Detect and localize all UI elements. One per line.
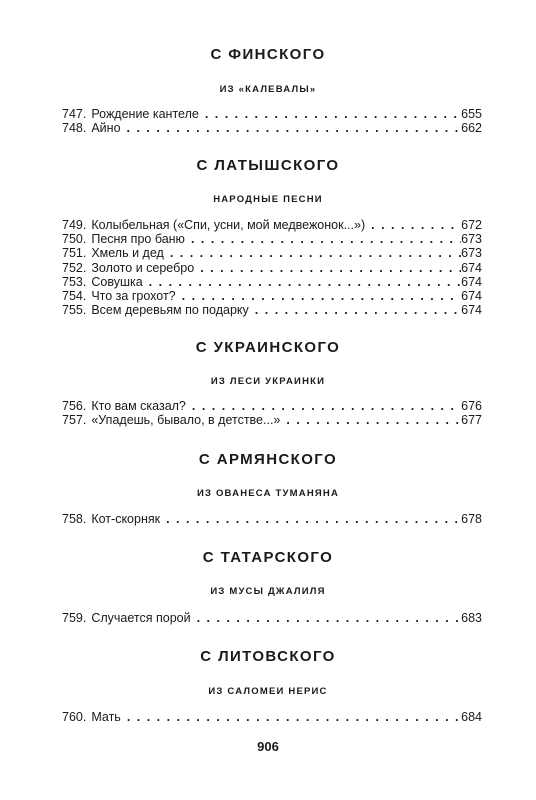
entry-page: 674	[461, 274, 482, 289]
dot-leader	[121, 121, 462, 135]
entry-number: 751.	[62, 246, 87, 261]
subsection-title-neris: ИЗ САЛОМЕИ НЕРИС	[208, 686, 328, 697]
dot-leader	[164, 246, 461, 260]
entry-title: «Упадешь, бывало, в детстве...»	[91, 413, 281, 428]
entries-tatar	[62, 611, 482, 625]
entry-title: Кто вам сказал?	[91, 399, 186, 413]
section-title-tatar: С ТАТАРСКОГО	[202, 549, 334, 566]
toc-entry	[62, 289, 482, 303]
entry-number: 754.	[62, 288, 87, 303]
entry-page: 655	[461, 107, 482, 121]
toc-entry	[62, 303, 482, 317]
entry-number: 749.	[62, 218, 87, 232]
entry-title: Совушка	[91, 274, 143, 289]
dot-leader	[185, 232, 461, 246]
entry-title: Всем деревьям по подарку	[91, 303, 249, 318]
entries-ukrainian	[62, 399, 482, 427]
toc-entry	[62, 399, 482, 413]
toc-entry	[62, 246, 482, 260]
toc-entry	[62, 121, 482, 135]
toc-entry	[62, 611, 482, 625]
dot-leader	[365, 218, 461, 232]
toc-entry	[62, 275, 482, 289]
entry-page: 674	[461, 303, 482, 318]
entry-title: Айно	[91, 121, 121, 136]
toc-entry	[62, 413, 482, 427]
subsection-title-tumanyan: ИЗ ОВАНЕСА ТУМАНЯНА	[196, 488, 340, 499]
toc-entry	[62, 261, 482, 275]
subsection-title-folk-songs: НАРОДНЫЕ ПЕСНИ	[213, 194, 323, 205]
entry-number: 760.	[62, 710, 87, 724]
entry-number: 758.	[62, 512, 87, 526]
dot-leader	[249, 303, 461, 317]
dot-leader	[121, 710, 461, 724]
toc-entry	[62, 107, 482, 121]
entry-title: Колыбельная («Спи, усни, мой медвежонок...»)	[91, 218, 366, 232]
toc-entry	[62, 218, 482, 232]
entries-lithuanian	[62, 710, 482, 724]
dot-leader	[176, 289, 462, 303]
entry-number: 753.	[62, 274, 87, 289]
section-title-armenian: С АРМЯНСКОГО	[198, 451, 338, 468]
entry-page: 672	[461, 218, 482, 232]
entry-title: Что за грохот?	[91, 288, 176, 303]
section-title-lithuanian: С ЛИТОВСКОГО	[200, 648, 336, 665]
entry-page: 676	[461, 399, 482, 413]
entry-title: Хмель и дед	[91, 246, 164, 261]
dot-leader	[280, 413, 461, 427]
entries-finnish	[62, 107, 482, 135]
entry-page: 674	[461, 288, 482, 303]
entry-page: 683	[461, 611, 482, 625]
dot-leader	[160, 512, 461, 526]
dot-leader	[199, 107, 461, 121]
entry-number: 748.	[62, 121, 87, 136]
entry-number: 755.	[62, 303, 87, 318]
entry-page: 673	[461, 246, 482, 261]
section-title-ukrainian: С УКРАИНСКОГО	[195, 339, 341, 356]
subsection-title-lesya-ukrainka: ИЗ ЛЕСИ УКРАИНКИ	[210, 376, 326, 387]
dot-leader	[143, 275, 461, 289]
entry-page: 662	[461, 121, 482, 136]
entry-title: Золото и серебро	[91, 260, 195, 275]
toc-entry	[62, 512, 482, 526]
entry-number: 747.	[62, 107, 87, 121]
dot-leader	[191, 611, 462, 625]
entry-number: 750.	[62, 232, 87, 247]
entries-armenian	[62, 512, 482, 526]
toc-entry	[62, 710, 482, 724]
entry-page: 673	[461, 232, 482, 247]
entry-page: 678	[461, 512, 482, 526]
page-number: 906	[257, 739, 279, 754]
toc-entry	[62, 232, 482, 246]
subsection-title-kalevala: ИЗ «КАЛЕВАЛЫ»	[219, 84, 317, 95]
entry-page: 684	[461, 710, 482, 724]
subsection-title-jalil: ИЗ МУСЫ ДЖАЛИЛЯ	[210, 586, 326, 597]
entry-title: Рождение кантеле	[91, 107, 199, 121]
entry-title: Кот-скорняк	[91, 512, 161, 526]
entry-title: Случается порой	[91, 611, 191, 625]
dot-leader	[194, 261, 461, 275]
entries-latvian	[62, 218, 482, 317]
entry-number: 752.	[62, 260, 87, 275]
entry-page: 677	[461, 413, 482, 428]
entry-title: Песня про баню	[91, 232, 185, 247]
entry-number: 757.	[62, 413, 87, 428]
entry-number: 759.	[62, 611, 87, 625]
entry-page: 674	[461, 260, 482, 275]
section-title-latvian: С ЛАТЫШСКОГО	[196, 157, 340, 174]
entry-number: 756.	[62, 399, 87, 413]
entry-title: Мать	[91, 710, 121, 724]
section-title-finnish: С ФИНСКОГО	[210, 46, 326, 63]
dot-leader	[186, 399, 461, 413]
